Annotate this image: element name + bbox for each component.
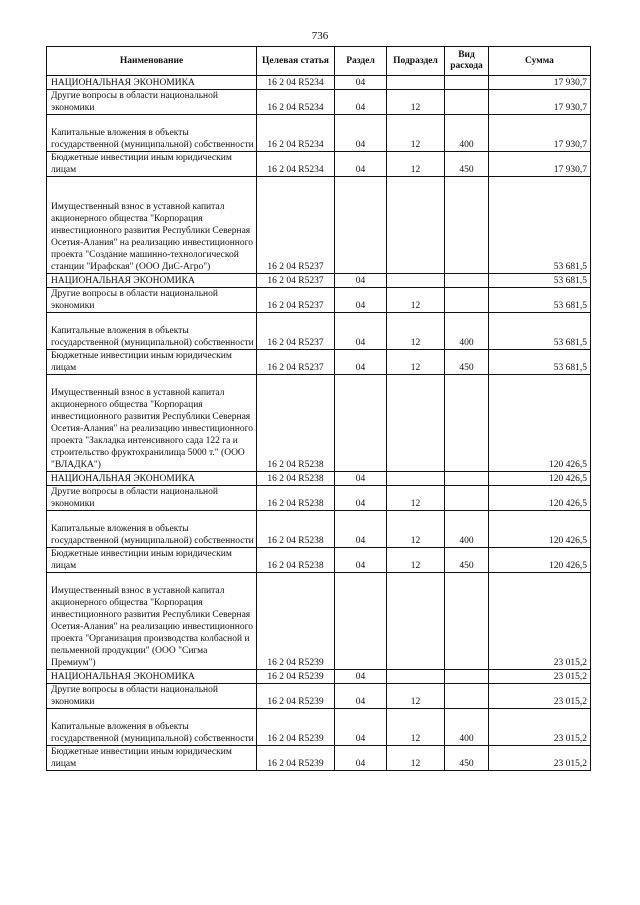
- cell-name: Имущественный взнос в уставной капитал акционерного общества "Корпорация инвестиционного развития Республики Северная Осетия-Алания" на реализацию инвестиционного проекта "Создание машинно-технологической станции "Ирафская" (ООО ДиС-Агро"): [47, 177, 257, 274]
- cell-expense-type: [445, 90, 489, 115]
- cell-article: 16 2 04 R5237: [257, 288, 335, 313]
- cell-subsection: [387, 177, 445, 274]
- cell-section: 04: [335, 152, 387, 177]
- table-row: [47, 548, 591, 573]
- table-row: [47, 511, 591, 548]
- table-row: [47, 115, 591, 152]
- cell-section: 04: [335, 511, 387, 548]
- cell-expense-type: 400: [445, 115, 489, 152]
- cell-article: 16 2 04 R5239: [257, 746, 335, 771]
- cell-section: 04: [335, 709, 387, 746]
- cell-amount: 120 426,5: [489, 472, 591, 486]
- cell-name: Бюджетные инвестиции иным юридическим лицам: [47, 152, 257, 177]
- column-header-article: Целевая статья: [257, 47, 335, 76]
- cell-article: 16 2 04 R5234: [257, 115, 335, 152]
- cell-amount: 23 015,2: [489, 746, 591, 771]
- cell-article: 16 2 04 R5234: [257, 90, 335, 115]
- column-header-name: Наименование: [47, 47, 257, 76]
- table-row: [47, 486, 591, 511]
- cell-section: 04: [335, 90, 387, 115]
- cell-name: Капитальные вложения в объекты государственной (муниципальной) собственности: [47, 313, 257, 350]
- cell-section: 04: [335, 746, 387, 771]
- cell-subsection: 12: [387, 350, 445, 375]
- table-row: [47, 350, 591, 375]
- cell-amount: 23 015,2: [489, 684, 591, 709]
- cell-subsection: 12: [387, 709, 445, 746]
- cell-subsection: [387, 274, 445, 288]
- cell-amount: 23 015,2: [489, 573, 591, 670]
- cell-name: Бюджетные инвестиции иным юридическим лицам: [47, 746, 257, 771]
- table-row: [47, 288, 591, 313]
- cell-expense-type: 400: [445, 709, 489, 746]
- table-row: [47, 684, 591, 709]
- cell-amount: 17 930,7: [489, 152, 591, 177]
- cell-name: Имущественный взнос в уставной капитал акционерного общества "Корпорация инвестиционного развития Республики Северная Осетия-Алания" на реализацию инвестиционного проекта "Закладка интенсивного сада 122 га и строительство фруктохранилища 5000 т." (ООО "ВЛАДКА"): [47, 375, 257, 472]
- table-row: [47, 90, 591, 115]
- table-row: [47, 670, 591, 684]
- cell-expense-type: [445, 177, 489, 274]
- cell-section: 04: [335, 684, 387, 709]
- cell-subsection: [387, 76, 445, 90]
- cell-section: 04: [335, 548, 387, 573]
- cell-section: 04: [335, 313, 387, 350]
- cell-expense-type: [445, 684, 489, 709]
- cell-article: 16 2 04 R5234: [257, 76, 335, 90]
- cell-subsection: [387, 670, 445, 684]
- cell-name: Капитальные вложения в объекты государственной (муниципальной) собственности: [47, 115, 257, 152]
- column-header-section: Раздел: [335, 47, 387, 76]
- cell-section: 04: [335, 472, 387, 486]
- cell-expense-type: [445, 274, 489, 288]
- table-row: [47, 76, 591, 90]
- cell-subsection: 12: [387, 684, 445, 709]
- cell-expense-type: 400: [445, 511, 489, 548]
- cell-amount: 53 681,5: [489, 350, 591, 375]
- table-row: [47, 152, 591, 177]
- cell-expense-type: 450: [445, 350, 489, 375]
- cell-subsection: [387, 375, 445, 472]
- cell-expense-type: 400: [445, 313, 489, 350]
- cell-section: 04: [335, 76, 387, 90]
- cell-expense-type: [445, 573, 489, 670]
- table-row: [47, 274, 591, 288]
- cell-section: 04: [335, 486, 387, 511]
- budget-table: [46, 46, 591, 771]
- cell-name: НАЦИОНАЛЬНАЯ ЭКОНОМИКА: [47, 76, 257, 90]
- cell-article: 16 2 04 R5238: [257, 511, 335, 548]
- cell-subsection: 12: [387, 313, 445, 350]
- cell-name: Капитальные вложения в объекты государственной (муниципальной) собственности: [47, 709, 257, 746]
- cell-expense-type: [445, 76, 489, 90]
- cell-amount: 23 015,2: [489, 709, 591, 746]
- cell-amount: 120 426,5: [489, 548, 591, 573]
- cell-amount: 120 426,5: [489, 375, 591, 472]
- column-header-expense-type: Вид расхода: [445, 47, 489, 76]
- page-number: 736: [311, 30, 329, 42]
- cell-expense-type: 450: [445, 152, 489, 177]
- cell-name: Имущественный взнос в уставной капитал акционерного общества "Корпорация инвестиционного развития Республики Северная Осетия-Алания" на реализацию инвестиционного проекта "Организация производства колбасной и пельменной продукции" (ООО "Сигма Премиум"): [47, 573, 257, 670]
- cell-name: НАЦИОНАЛЬНАЯ ЭКОНОМИКА: [47, 670, 257, 684]
- cell-name: Другие вопросы в области национальной экономики: [47, 288, 257, 313]
- cell-name: НАЦИОНАЛЬНАЯ ЭКОНОМИКА: [47, 472, 257, 486]
- table-row: [47, 472, 591, 486]
- cell-section: [335, 375, 387, 472]
- cell-name: Другие вопросы в области национальной экономики: [47, 684, 257, 709]
- cell-amount: 17 930,7: [489, 90, 591, 115]
- cell-article: 16 2 04 R5237: [257, 313, 335, 350]
- cell-amount: 53 681,5: [489, 288, 591, 313]
- cell-article: 16 2 04 R5237: [257, 350, 335, 375]
- cell-amount: 120 426,5: [489, 511, 591, 548]
- cell-article: 16 2 04 R5238: [257, 486, 335, 511]
- cell-subsection: 12: [387, 115, 445, 152]
- cell-subsection: [387, 472, 445, 486]
- cell-amount: 23 015,2: [489, 670, 591, 684]
- table-row: [47, 313, 591, 350]
- cell-amount: 17 930,7: [489, 76, 591, 90]
- cell-expense-type: 450: [445, 548, 489, 573]
- table-row: [47, 746, 591, 771]
- cell-section: 04: [335, 670, 387, 684]
- cell-article: 16 2 04 R5238: [257, 548, 335, 573]
- cell-amount: 53 681,5: [489, 313, 591, 350]
- cell-name: Бюджетные инвестиции иным юридическим лицам: [47, 548, 257, 573]
- cell-article: 16 2 04 R5238: [257, 375, 335, 472]
- cell-subsection: 12: [387, 548, 445, 573]
- table-row: [47, 177, 591, 274]
- cell-section: 04: [335, 274, 387, 288]
- cell-subsection: [387, 573, 445, 670]
- cell-amount: 53 681,5: [489, 177, 591, 274]
- cell-name: Другие вопросы в области национальной экономики: [47, 486, 257, 511]
- cell-section: 04: [335, 350, 387, 375]
- cell-expense-type: [445, 472, 489, 486]
- table-header-row: [47, 47, 591, 76]
- cell-article: 16 2 04 R5239: [257, 709, 335, 746]
- cell-article: 16 2 04 R5237: [257, 274, 335, 288]
- column-header-subsection: Подраздел: [387, 47, 445, 76]
- cell-section: [335, 573, 387, 670]
- cell-name: Капитальные вложения в объекты государственной (муниципальной) собственности: [47, 511, 257, 548]
- cell-subsection: 12: [387, 152, 445, 177]
- cell-article: 16 2 04 R5239: [257, 670, 335, 684]
- cell-name: Бюджетные инвестиции иным юридическим лицам: [47, 350, 257, 375]
- cell-subsection: 12: [387, 288, 445, 313]
- cell-expense-type: [445, 670, 489, 684]
- cell-article: 16 2 04 R5239: [257, 573, 335, 670]
- cell-section: 04: [335, 288, 387, 313]
- cell-name: НАЦИОНАЛЬНАЯ ЭКОНОМИКА: [47, 274, 257, 288]
- column-header-amount: Сумма: [489, 47, 591, 76]
- cell-article: 16 2 04 R5238: [257, 472, 335, 486]
- cell-amount: 53 681,5: [489, 274, 591, 288]
- cell-article: 16 2 04 R5239: [257, 684, 335, 709]
- cell-subsection: 12: [387, 486, 445, 511]
- cell-article: 16 2 04 R5234: [257, 152, 335, 177]
- cell-section: [335, 177, 387, 274]
- cell-subsection: 12: [387, 511, 445, 548]
- cell-expense-type: [445, 375, 489, 472]
- table-row: [47, 709, 591, 746]
- table-row: [47, 375, 591, 472]
- cell-amount: 120 426,5: [489, 486, 591, 511]
- cell-expense-type: 450: [445, 746, 489, 771]
- cell-section: 04: [335, 115, 387, 152]
- cell-subsection: 12: [387, 746, 445, 771]
- cell-amount: 17 930,7: [489, 115, 591, 152]
- cell-article: 16 2 04 R5237: [257, 177, 335, 274]
- cell-expense-type: [445, 288, 489, 313]
- cell-subsection: 12: [387, 90, 445, 115]
- cell-name: Другие вопросы в области национальной экономики: [47, 90, 257, 115]
- cell-expense-type: [445, 486, 489, 511]
- table-row: [47, 573, 591, 670]
